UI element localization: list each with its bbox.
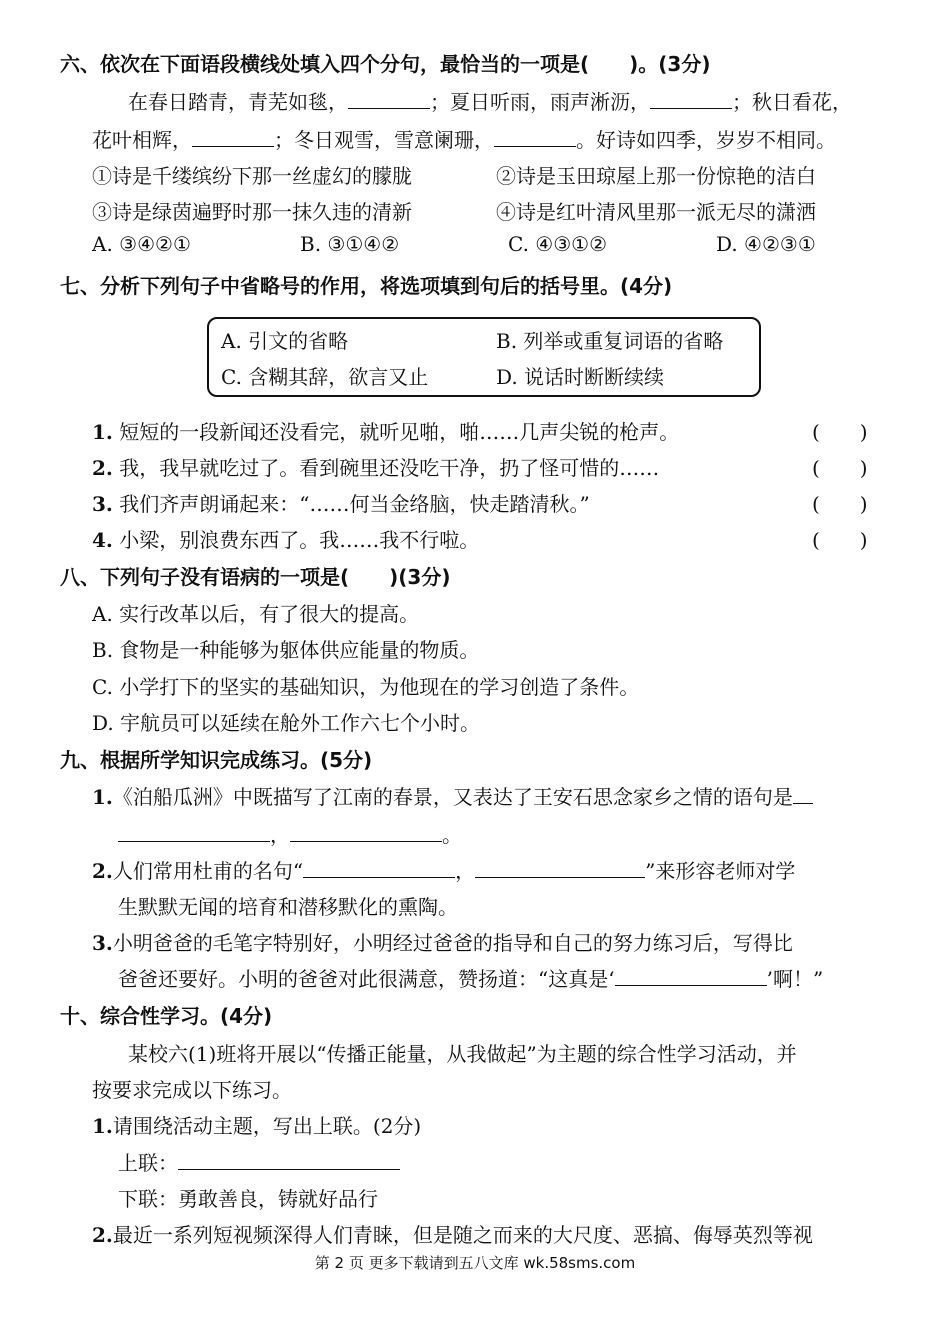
- q6-title: 六、依次在下面语段横线处填入四个分句，最恰当的一项是( )。(3分): [60, 52, 711, 76]
- q6-text: ；夏日听雨，雨声淅沥，: [430, 90, 650, 114]
- q6-text: ；冬日观雪，雪意阑珊，: [274, 128, 494, 152]
- item-number: 3.: [92, 931, 113, 955]
- answer-blank[interactable]: [290, 823, 442, 842]
- q6-choice-d: D. ④②③①: [716, 232, 816, 256]
- page-footer: 第 2 页 更多下载请到五八文库 wk.58sms.com: [314, 1254, 636, 1272]
- q6-option-3: ③诗是绿茵遍野时那一抹久违的清新: [92, 200, 412, 224]
- item-number: 2.: [92, 1223, 113, 1247]
- sentence-text: 我们齐声朗诵起来：“……何当金络脑，快走踏清秋。”: [119, 492, 590, 516]
- item-text: 最近一系列短视频深得人们青睐，但是随之而来的大尺度、恶搞、侮辱英烈等视: [112, 1223, 813, 1247]
- q8-option-c: C. 小学打下的坚实的基础知识，为他现在的学习创造了条件。: [92, 675, 640, 699]
- q6-text: 花叶相辉，: [92, 128, 192, 152]
- item-text: 爸爸还要好。小明的爸爸对此很满意，赞扬道：“这真是‘: [118, 967, 615, 991]
- field-label: 上联：: [118, 1151, 178, 1175]
- answer-blank[interactable]: [192, 128, 274, 147]
- sentence-text: 短短的一段新闻还没看完，就听见啪，啪……几声尖锐的枪声。: [119, 420, 680, 444]
- upper-couplet-blank[interactable]: [178, 1151, 400, 1170]
- item-number: 2.: [92, 456, 113, 480]
- q7-title: 七、分析下列句子中省略号的作用，将选项填到句后的括号里。(4分): [60, 274, 673, 298]
- item-number: 1.: [92, 785, 113, 809]
- q7-sentence-4: [92, 524, 479, 553]
- answer-blank[interactable]: [303, 859, 455, 878]
- q8-option-d: D. 宇航员可以延续在舱外工作六七个小时。: [92, 711, 481, 735]
- item-number: 1.: [92, 420, 113, 444]
- item-number: 4.: [92, 528, 113, 552]
- q7-sentence-3: [92, 488, 590, 517]
- item-number: 1.: [92, 1114, 113, 1138]
- item-text: 人们常用杜甫的名句“: [112, 859, 304, 883]
- punctuation: ，: [455, 859, 476, 883]
- q9-item-1-blanks: [118, 819, 462, 848]
- q6-option-4: ④诗是红叶清风里那一派无尽的潇洒: [496, 200, 816, 224]
- answer-blank[interactable]: [615, 967, 767, 986]
- q7-box-d: D. 说话时断断续续: [496, 365, 665, 389]
- q10-item-2: [92, 1219, 813, 1248]
- q9-item-2-cont: 生默默无闻的培育和潜移默化的熏陶。: [118, 895, 458, 919]
- q10-item-1: [92, 1110, 421, 1139]
- punctuation: ，: [270, 823, 290, 847]
- answer-blank[interactable]: [348, 90, 430, 109]
- q7-sentence-2: [92, 452, 659, 481]
- q6-option-2: ②诗是玉田琼屋上那一份惊艳的洁白: [496, 164, 816, 188]
- sentence-text: 我，我早就吃过了。看到碗里还没吃干净，扔了怪可惜的……: [119, 456, 660, 480]
- q8-option-b: B. 食物是一种能够为躯体供应能量的物质。: [92, 638, 480, 662]
- item-number: 2.: [92, 859, 113, 883]
- q7-box-a: A. 引文的省略: [221, 329, 349, 353]
- q6-choice-a: A. ③④②①: [92, 232, 191, 256]
- q10-lower-couplet: 下联：勇敢善良，铸就好品行: [118, 1187, 378, 1211]
- q9-item-3-cont: [118, 963, 823, 992]
- q7-options-box: [207, 317, 761, 397]
- q7-sentence-1: [92, 416, 679, 445]
- q9-item-1: [92, 781, 813, 810]
- q10-upper-couplet: [118, 1147, 400, 1176]
- item-text: 《泊船瓜洲》中既描写了江南的春景，又表达了王安石思念家乡之情的语句是: [112, 785, 793, 809]
- answer-blank[interactable]: [650, 90, 732, 109]
- q10-intro-line1: 某校六(1)班将开展以“传播正能量，从我做起”为主题的综合性学习活动，并: [128, 1042, 797, 1066]
- punctuation: 。: [442, 823, 462, 847]
- q9-title: 九、根据所学知识完成练习。(5分): [60, 748, 373, 772]
- answer-blank[interactable]: [118, 823, 270, 842]
- item-text: 请围绕活动主题，写出上联。(2分): [112, 1114, 422, 1138]
- item-number: 3.: [92, 492, 113, 516]
- item-text: ”来形容老师对学: [645, 859, 796, 883]
- q7-answer-3[interactable]: ( ): [812, 492, 868, 516]
- q6-text: 。好诗如四季，岁岁不相同。: [576, 128, 836, 152]
- q6-passage-line2: [92, 124, 836, 153]
- item-text: 小明爸爸的毛笔字特别好，小明经过爸爸的指导和自己的努力练习后，写得比: [112, 931, 793, 955]
- answer-blank[interactable]: [475, 859, 645, 878]
- q7-box-b: B. 列举或重复词语的省略: [496, 329, 724, 353]
- q6-passage-line1: [128, 86, 852, 115]
- q7-answer-1[interactable]: ( ): [812, 420, 868, 444]
- q10-title: 十、综合性学习。(4分): [60, 1004, 273, 1028]
- q8-option-a: A. 实行改革以后，有了很大的提高。: [92, 602, 420, 626]
- answer-blank[interactable]: [793, 785, 813, 804]
- answer-blank[interactable]: [494, 128, 576, 147]
- q9-item-2: [92, 855, 795, 884]
- q7-answer-4[interactable]: ( ): [812, 528, 868, 552]
- q8-title: 八、下列句子没有语病的一项是( )(3分): [60, 565, 451, 589]
- q7-answer-2[interactable]: ( ): [812, 456, 868, 480]
- q9-item-3: [92, 927, 793, 956]
- q6-text: ；秋日看花，: [732, 90, 852, 114]
- q6-option-1: ①诗是千缕缤纷下那一丝虚幻的朦胧: [92, 164, 412, 188]
- q6-text: 在春日踏青，青芜如毯，: [128, 90, 348, 114]
- q6-choice-c: C. ④③①②: [508, 232, 608, 256]
- q7-box-c: C. 含糊其辞，欲言又止: [221, 365, 429, 389]
- sentence-text: 小梁，别浪费东西了。我……我不行啦。: [119, 528, 480, 552]
- q6-choice-b: B. ③①④②: [300, 232, 400, 256]
- item-text: ’啊！”: [766, 967, 824, 991]
- q10-intro-line2: 按要求完成以下练习。: [92, 1078, 292, 1102]
